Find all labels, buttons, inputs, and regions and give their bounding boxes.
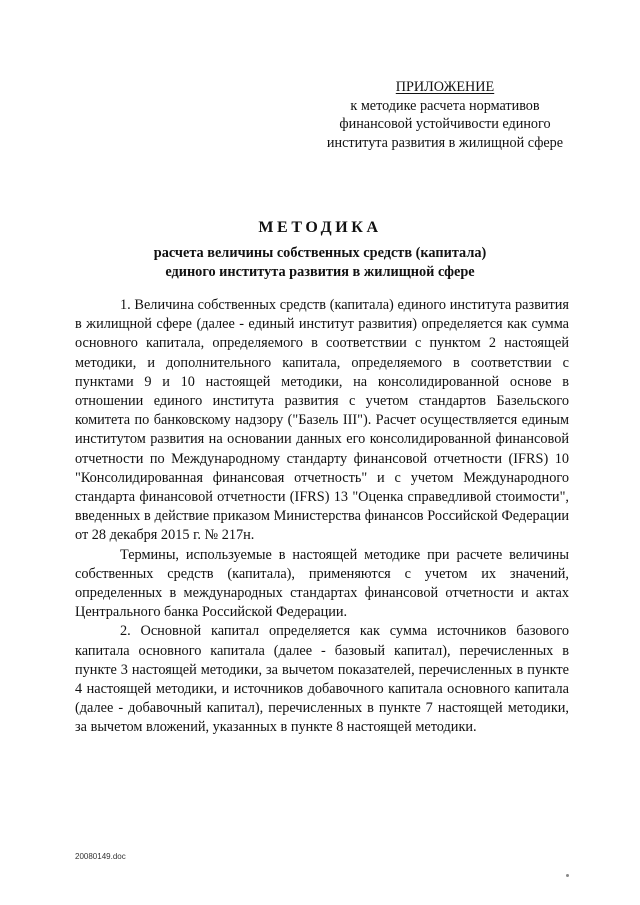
appendix-title: ПРИЛОЖЕНИЕ [395, 79, 495, 95]
document-body [75, 296, 569, 738]
appendix-line-1: к методике расчета нормативов [350, 97, 540, 114]
footer-file-name: 20080149.doc [75, 852, 126, 861]
appendix-line-3: института развития в жилищной сфере [326, 134, 564, 151]
document-subtitle [0, 244, 640, 282]
subtitle-line-1: расчета величины собственных средств (капитала) [153, 245, 487, 261]
paragraph-2: Термины, используемые в настоящей методике при расчете величины собственных средств (капитала), применяются с учетом их значений, определенных в международных стандартах финансовой отчетности и актах Центрального банка Российской Федерации. [75, 546, 569, 621]
scan-mark [566, 874, 569, 877]
appendix-header [300, 78, 590, 152]
subtitle-line-2: единого института развития в жилищной сфере [165, 264, 475, 280]
paragraph-3: 2. Основной капитал определяется как сумма источников базового капитала основного капитала (далее - базовый капитал), перечисленных в пункте 3 настоящей методики, за вычетом показателей, перечисленных в пункте 4 настоящей методики, и источников добавочного капитала основного капитала (далее - добавочный капитал), перечисленных в пункте 7 настоящей методики, за вычетом вложений, указанных в пункте 8 настоящей методики. [75, 623, 569, 736]
paragraph-1: 1. Величина собственных средств (капитала) единого института развития в жилищной сфере (далее - единый институт развития) определяется как сумма основного капитала, определяемого в соответствии с пунктом 2 настоящей методики, и дополнительного капитала, определяемого в соответствии с пунктами 9 и 10 настоящей методики, на консолидированной основе в отношении единого института развития с учетом стандартов Базельского комитета по банковскому надзору ("Базель III"). Расчет осуществляется единым институтом развития на основании данных его консолидированной финансовой отчетности по Международному стандарту финансовой отчетности (IFRS) 10 "Консолидированная финансовая отчетность" и с учетом Международного стандарта финансовой отчетности (IFRS) 13 "Оценка справедливой стоимости", введенных в действие приказом Министерства финансов Российской Федерации от 28 декабря 2015 г. № 217н. [75, 297, 569, 544]
document-title: МЕТОДИКА [258, 219, 382, 236]
appendix-line-2: финансовой устойчивости единого [339, 116, 551, 132]
